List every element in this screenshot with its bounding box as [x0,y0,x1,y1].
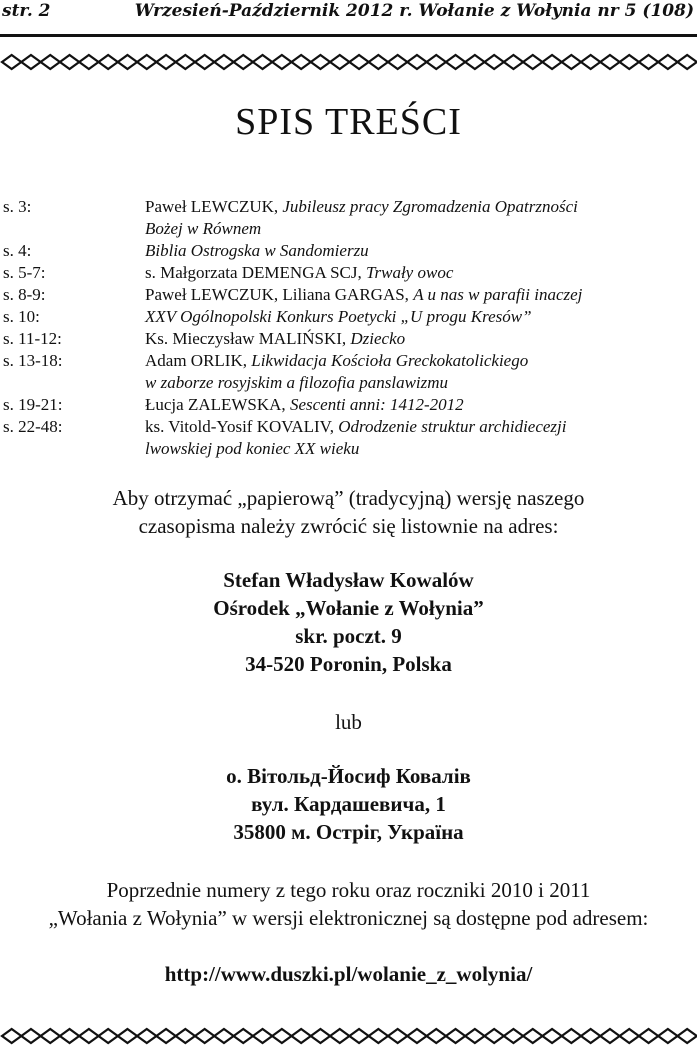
toc-page-range [3,372,145,394]
toc-article-title: XXV Ogólnopolski Konkurs Poetycki „U progu Kresów” [145,307,532,326]
diamond-link-icon [195,55,214,69]
page-number-label: str. 2 [2,1,51,21]
diamond-link-icon [41,55,60,69]
toc-row [3,284,693,306]
diamond-link-icon [620,55,639,69]
diamond-link-icon [99,1029,118,1043]
polish-address [0,566,697,678]
toc-article-title: lwowskiej pod koniec XX wieku [145,439,360,458]
toc-entry [145,262,693,284]
bottom-ornament-icon [0,1026,697,1046]
address-line: 34-520 Poronin, Polska [245,652,452,676]
toc-row [3,262,693,284]
diamond-link-icon [2,55,21,69]
diamond-link-icon [272,1029,291,1043]
diamond-link-icon [504,1029,523,1043]
toc-row [3,196,693,218]
toc-row [3,328,693,350]
intro-text [0,484,697,540]
top-ornament-icon [0,52,697,72]
diamond-link-icon [272,55,291,69]
toc-page-range: s. 4: [3,241,32,260]
diamond-link-icon [21,1029,40,1043]
toc-article-title: Sescenti anni: 1412-2012 [289,395,464,414]
archive-line: Poprzednie numery z tego roku oraz roczniki 2010 i 2011 [106,878,591,902]
diamond-link-icon [214,55,233,69]
diamond-link-icon [79,1029,98,1043]
toc-article-title: Likwidacja Kościoła Greckokatolickiego [251,351,529,370]
diamond-link-icon [330,55,349,69]
diamond-link-icon [427,1029,446,1043]
diamond-link-icon [542,1029,561,1043]
diamond-link-icon [349,55,368,69]
toc-row [3,372,693,394]
diamond-link-icon [639,1029,658,1043]
diamond-link-icon [2,1029,21,1043]
diamond-link-icon [311,1029,330,1043]
diamond-link-icon [581,1029,600,1043]
diamond-link-icon [156,55,175,69]
toc-author: Łucja ZALEWSKA, [145,395,290,414]
diamond-link-icon [620,1029,639,1043]
toc-entry [145,196,693,218]
diamond-link-icon [446,1029,465,1043]
toc-entry [145,306,693,328]
diamond-link-icon [195,1029,214,1043]
toc-article-title: A u nas w parafii inaczej [413,285,583,304]
diamond-link-icon [99,55,118,69]
diamond-link-icon [214,1029,233,1043]
diamond-link-icon [504,55,523,69]
toc-author: Ks. Mieczysław MALIŃSKI, [145,329,351,348]
diamond-link-icon [234,1029,253,1043]
toc-entry [145,394,693,416]
diamond-link-icon [137,1029,156,1043]
toc-author: Paweł LEWCZUK, [145,197,283,216]
toc-row [3,218,693,240]
toc-page-range: s. 11-12: [3,329,62,348]
address-line: о. Вітольд-Йосиф Ковалів [226,764,471,788]
diamond-link-icon [388,1029,407,1043]
toc-entry [145,350,693,372]
toc-entry [145,438,693,460]
page-header [0,0,697,30]
archive-note [0,876,697,932]
diamond-link-icon [234,55,253,69]
toc-row [3,394,693,416]
toc-article-title: Biblia Ostrogska w Sandomierzu [145,241,369,260]
toc-article-title: Dziecko [350,329,406,348]
diamond-link-icon [562,55,581,69]
table-of-contents [3,196,693,460]
archive-line: „Wołania z Wołynia” w wersji elektronicznej są dostępne pod adresem: [48,906,649,930]
diamond-link-icon [639,55,658,69]
toc-page-range: s. 5-7: [3,263,46,282]
toc-page-range: s. 22-48: [3,417,63,436]
ukrainian-address [0,762,697,846]
toc-page-range [3,218,145,240]
diamond-link-icon [41,1029,60,1043]
diamond-link-icon [485,55,504,69]
intro-line: Aby otrzymać „papierową” (tradycyjną) wersję naszego [112,486,585,510]
toc-author: Paweł LEWCZUK, Liliana GARGAS, [145,285,414,304]
toc-page-range: s. 13-18: [3,351,63,370]
diamond-link-icon [465,55,484,69]
toc-page-range: s. 3: [3,197,32,216]
toc-entry [145,218,693,240]
diamond-link-icon [176,55,195,69]
toc-row [3,306,693,328]
diamond-link-icon [407,1029,426,1043]
diamond-link-icon [523,55,542,69]
diamond-link-icon [678,55,697,69]
diamond-link-icon [407,55,426,69]
toc-article-title: Jubileusz pracy Zgromadzenia Opatrzności [282,197,578,216]
toc-entry [145,240,693,262]
toc-entry [145,328,693,350]
diamond-link-icon [253,1029,272,1043]
diamond-link-icon [446,55,465,69]
diamond-link-icon [118,1029,137,1043]
toc-article-title: w zaborze rosyjskim a filozofia panslawizmu [145,373,449,392]
toc-page-range: s. 8-9: [3,285,46,304]
toc-entry [145,284,693,306]
diamond-link-icon [156,1029,175,1043]
diamond-link-icon [349,1029,368,1043]
diamond-link-icon [330,1029,349,1043]
address-line: Ośrodek „Wołanie z Wołynia” [213,596,484,620]
diamond-link-icon [658,1029,677,1043]
diamond-link-icon [581,55,600,69]
diamond-link-icon [79,55,98,69]
toc-row [3,350,693,372]
page-title: SPIS TREŚCI [235,101,462,143]
header-rule [0,34,697,37]
diamond-link-icon [118,55,137,69]
toc-row [3,240,693,262]
diamond-link-icon [523,1029,542,1043]
toc-article-title: Trwały owoc [365,263,454,282]
diamond-link-icon [60,1029,79,1043]
toc-row [3,416,693,438]
toc-entry [145,372,693,394]
archive-link[interactable]: http://www.duszki.pl/wolanie_z_wolynia/ [164,962,533,986]
toc-page-range [3,438,145,460]
diamond-link-icon [427,55,446,69]
diamond-link-icon [176,1029,195,1043]
diamond-link-icon [253,55,272,69]
toc-entry [145,416,693,438]
diamond-link-icon [292,55,311,69]
diamond-link-icon [311,55,330,69]
toc-page-range: s. 10: [3,307,40,326]
diamond-link-icon [542,55,561,69]
toc-page-range: s. 19-21: [3,395,63,414]
diamond-link-icon [369,55,388,69]
diamond-link-icon [465,1029,484,1043]
diamond-link-icon [137,55,156,69]
diamond-link-icon [562,1029,581,1043]
diamond-link-icon [369,1029,388,1043]
diamond-link-icon [292,1029,311,1043]
toc-author: ks. Vitold-Yosif KOVALIV, [145,417,339,436]
diamond-link-icon [658,55,677,69]
diamond-link-icon [21,55,40,69]
address-line: вул. Кардашевича, 1 [251,792,446,816]
toc-article-title: Bożej w Równem [145,219,262,238]
issue-label: Wrzesień-Październik 2012 r. Wołanie z Wołynia nr 5 (108) [134,1,694,21]
diamond-link-icon [485,1029,504,1043]
toc-author: Adam ORLIK, [145,351,252,370]
toc-row [3,438,693,460]
diamond-link-icon [600,1029,619,1043]
toc-author: s. Małgorzata DEMENGA SCJ, [145,263,366,282]
intro-line: czasopisma należy zwrócić się listownie na adres: [138,514,559,538]
or-separator: lub [335,710,362,734]
diamond-link-icon [600,55,619,69]
diamond-link-icon [388,55,407,69]
diamond-link-icon [60,55,79,69]
address-line: skr. poczt. 9 [295,624,402,648]
diamond-link-icon [678,1029,697,1043]
address-line: 35800 м. Острiг, Україна [233,820,464,844]
address-line: Stefan Władysław Kowalów [223,568,474,592]
toc-article-title: Odrodzenie struktur archidiecezji [338,417,567,436]
